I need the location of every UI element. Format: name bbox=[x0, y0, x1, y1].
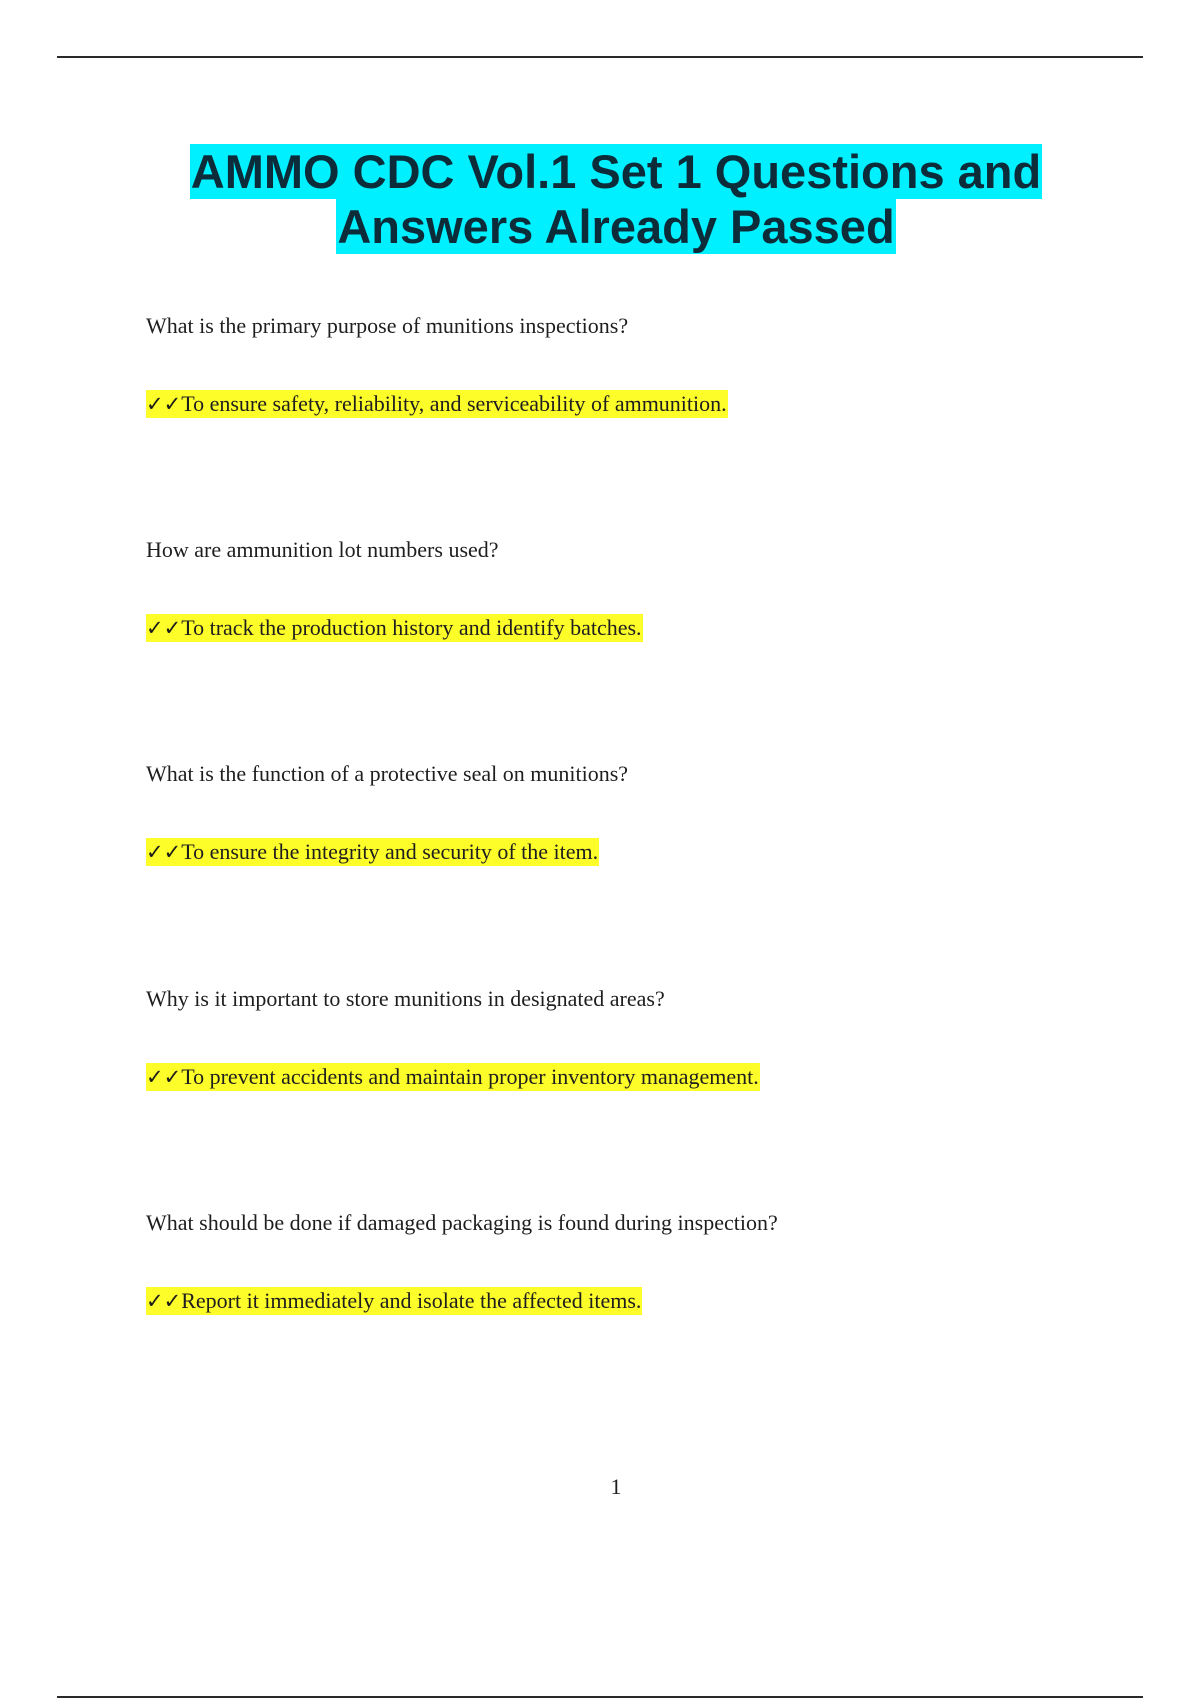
page-title bbox=[100, 144, 1132, 254]
double-check-icon: ✓✓ bbox=[146, 616, 182, 640]
answer-text bbox=[146, 1287, 642, 1315]
title-line-2: Answers Already Passed bbox=[337, 200, 895, 253]
answer-text bbox=[146, 1063, 760, 1091]
answer-label: To track the production history and identify batches. bbox=[181, 615, 642, 640]
double-check-icon: ✓✓ bbox=[146, 392, 182, 416]
answer-text bbox=[146, 838, 599, 866]
page-number: 1 bbox=[610, 1474, 622, 1499]
question-text: What should be done if damaged packaging is found during inspection? bbox=[146, 1210, 778, 1235]
question-text: How are ammunition lot numbers used? bbox=[146, 537, 499, 562]
top-rule bbox=[57, 56, 1143, 58]
bottom-rule bbox=[57, 1696, 1143, 1698]
question-text: What is the function of a protective seal on munitions? bbox=[146, 761, 629, 786]
answer-label: Report it immediately and isolate the affected items. bbox=[181, 1288, 642, 1313]
double-check-icon: ✓✓ bbox=[146, 1065, 182, 1089]
answer-label: To ensure the integrity and security of the item. bbox=[181, 839, 599, 864]
question-text: What is the primary purpose of munitions inspections? bbox=[146, 313, 629, 338]
answer-text bbox=[146, 614, 643, 642]
double-check-icon: ✓✓ bbox=[146, 1289, 182, 1313]
double-check-icon: ✓✓ bbox=[146, 840, 182, 864]
answer-label: To prevent accidents and maintain proper inventory management. bbox=[181, 1064, 759, 1089]
answer-label: To ensure safety, reliability, and serviceability of ammunition. bbox=[181, 391, 727, 416]
question-text: Why is it important to store munitions in designated areas? bbox=[146, 986, 665, 1011]
title-line-1: AMMO CDC Vol.1 Set 1 Questions and bbox=[190, 145, 1042, 198]
answer-text bbox=[146, 390, 728, 418]
